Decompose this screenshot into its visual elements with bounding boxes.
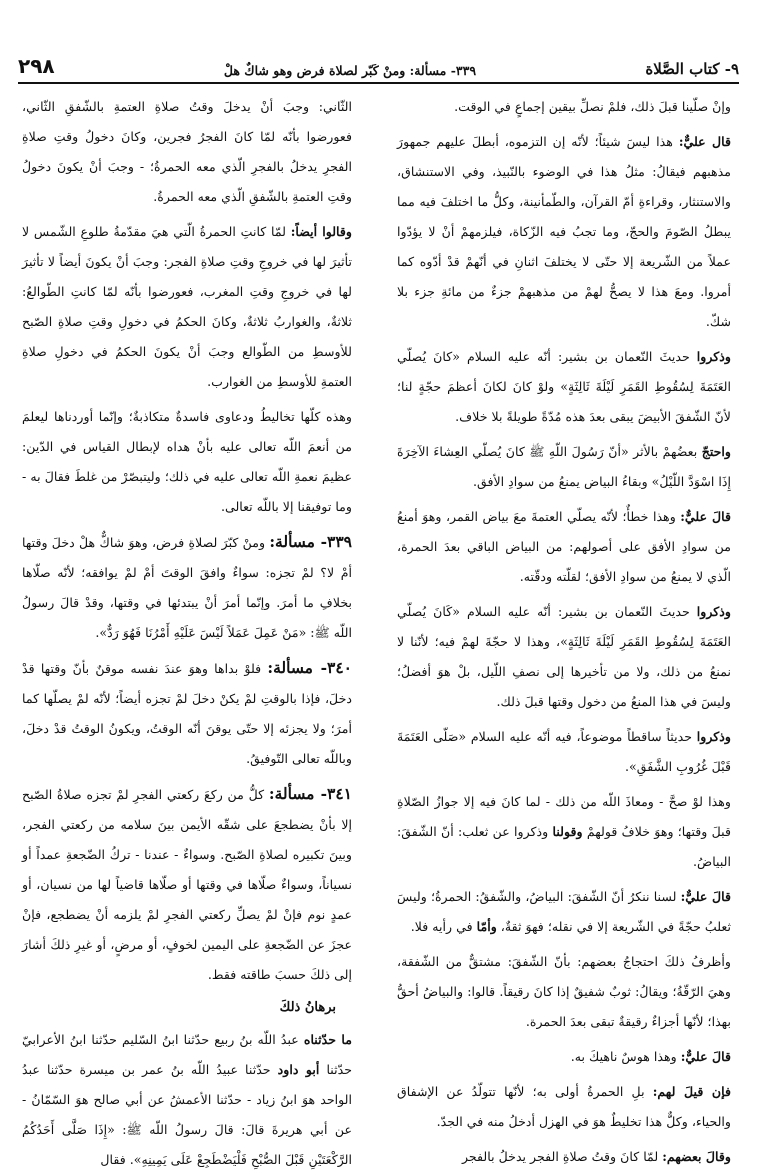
right-column [397, 92, 731, 1164]
paragraph: وذكروا حديثاً ساقطاً موضوعاً، فيه أنّه عليه السلام «صَلّى العَتَمَةَ قَبْلَ غُرُوبِ الشَّفَقِ». [397, 729, 731, 774]
page-number: ٢٩٨ [18, 54, 55, 78]
running-title: ٣٣٩- مسألة: ومنْ كَبّر لصلاة فرض وهو شاكٌ هلْ [223, 63, 477, 78]
hadith-chain: ما حدّثناه عبدُ اللّه بنُ ربيع حدّثنا ابنُ السّليم حدّثنا ابنُ الأعرابيّ حدّثنا أبو داود حدّثنا عبيدُ اللّه بنُ عمر بن ميسرة حدّثنا عبدُ الواحد هوَ ابنُ زياد - حدّثنا الأعمشُ عن أبي صالح هوَ السّمّانُ - عن أبي هريرةَ قالَ: قالَ رسولُ اللّه ﷺ: «إِذَا صَلَّى أَحَدُكُمُ الرَّكْعَتَيْنِ قَبْلَ الصُّبْحِ فَلْيَضْطَجِعْ عَلَى يَمِينِهِ». فقال [22, 1032, 353, 1167]
page-header [18, 52, 739, 78]
paragraph: قال عليٌّ: هذا ليسَ شيئاً؛ لأنّه إن التزموه، أبطلَ عليهم جمهورَ مذهبهم فيقالُ: مثلُ هذا في الوضوء بالنّبيذ، وفي الاستنشاق، والاستنثار، وقراءةِ أمّ القرآن، والطّمأنينة، وكلُّ ما اختلفَ فيه مما يبطلُ الصّومَ والحجّ، وما تجبُ فيه الزّكاة، فيلزمهمْ أنْ لا يؤدّوا عملاً من الشّريعة إلا حتّى لا يختلفَ اثنانِ في أنّهمْ قدْ أدّوه كما أمروا. ومعَ هذا لا يصحُّ لهمْ من مذهبهمْ جزءٌ من مائةِ جزء بلا شكّ. [397, 134, 731, 329]
paragraph: وقالوا أيضاً: لمّا كانتِ الحمرةُ الّتي هيَ مقدّمةُ طلوعِ الشّمس لا تأثيرَ لها في خروجِ وقتِ صلاةِ الفجر: وجبَ أنْ يكونَ أيضاً لا تأثيرَ لها في خروجِ وقتِ المغرب، فعورضوا بأنّه لمّا كانتِ الطّوالعُ: ثلاثةٌ، والغواربُ ثلاثةٌ، وكانَ الحكمُ في دخولِ وقتِ صلاةِ الصّبح للأوسطِ من الطّوالع وجبَ أنْ يكونَ الحكمُ في دخولِ صلاةِ العتمةِ للأوسطِ من الغوارب. [22, 224, 352, 389]
masala-339: ٣٣٩- مسألة: ومنْ كبّرَ لصلاةِ فرض، وهوَ شاكٌّ هلْ دخلَ وقتها أمْ لا؟ لمْ تجزه: سواءٌ وافقَ الوقتَ أمْ لمْ يوافقه؛ لأنّه صلّاها بخلافِ ما أمرَ. وإنّما أمرَ أنْ يبتدئها في وقتها، وقدْ قالَ رسولُ اللّه ﷺ: «مَنْ عَمِلَ عَمَلاً لَيْسَ عَلَيْهِ أَمْرُنَا فَهُوَ رَدٌّ». [22, 532, 352, 640]
paragraph: وإنْ صلّينا قبلَ ذلك، فلمْ نصلِّ بيقين إجماعٍ في الوقت. [454, 99, 731, 114]
header-rule [18, 82, 739, 84]
paragraph: وذكروا حديثَ النّعمان بن بشير: أنّه عليه السلام «كانَ يُصلّي العَتَمَةَ لِسُقُوطِ القَمَرِ لَيْلَةَ ثَالِثَةٍ» ولوْ كانَ لكانَ أعظمَ حجّةٍ لنا؛ لأنّ الشّفقَ الأبيضَ يبقى بعدَ هذه مُدّةً طويلةً بلا خلاف. [397, 349, 731, 424]
paragraph: قالَ عليٌّ: لسنا ننكرُ أنّ الشّفقَ: البياضُ، والشّفقُ: الحمرةُ؛ وليسَ ثعلبُ حجّةً في الشّريعة إلا في نقله؛ فهوَ ثقةٌ، وأمّا في رأيه فلا. [397, 889, 731, 934]
masala-341: ٣٤١- مسألة: كلُّ من ركعَ ركعتي الفجرِ لمْ تجزه صلاةُ الصّبح إلا بأنْ يضطجعَ على شقّه الأيمن بينَ سلامه من ركعتي الفجر، وبينَ تكبيره لصلاةِ الصّبح. وسواءٌ - عندنا - تركُ الضّجعةِ عمداً أو نسياناً، وسواءٌ صلّاها في وقتها أو صلّاها قاضياً لها من نسيان، أو عمدٍ نوم فإنْ لمْ يصلِّ ركعتي الفجرِ لمْ يلزمه أنْ يضطجع، فإنْ عجزَ عن الضّجعةِ على اليمين لخوفٍ، أو مرضٍ، أو غيرِ ذلكَ أشارَ إلى ذلكَ حسبَ طاقته فقط. [22, 784, 352, 982]
left-column [22, 92, 353, 1167]
paragraph: وهذا لوْ صحَّ - ومعاذَ اللّه من ذلك - لما كانَ فيه إلا جوازُ الصّلاةِ قبلَ وقتها؛ وهوَ خلافُ قولهمْ وقولنا وذكروا عن ثعلب: أنّ الشّفقَ: البياضُ. [397, 794, 731, 869]
paragraph: وهذه كلّها تخاليطُ ودعاوى فاسدةٌ متكاذبةٌ؛ وإنّما أوردناها ليعلمَ من أنعمَ اللّه تعالى عليه بأنْ هداه لإبطال القياس في الدّين: عظيمَ نعمةِ اللّه تعالى عليه في ذلك؛ وليتبصّرْ من غلطَ فقالَ به - وما توفيقنا إلا باللّه تعالى. [22, 409, 352, 514]
paragraph: الثّاني: وجبَ أنْ يدخلَ وقتُ صلاةِ العتمةِ بالشّفقِ الثّاني، فعورضوا بأنّه لمّا كانَ الفجرُ فجرين، وكانَ دخولُ وقتِ صلاةِ الفجرِ يدخلُ بالفجرِ الّذي معه الحمرةُ؛ - وجبَ أنْ يكونَ دخولُ وقتِ العتمةِ بالشّفقِ الّذي معه الحمرةُ. [22, 99, 352, 204]
paragraph: وذكروا حديثَ النّعمان بن بشير: أنّه عليه السلام «كَانَ يُصلّي العَتَمَةَ لِسُقُوطِ القَمَرِ لَيْلَةَ ثَالِثَةٍ»، وهذا لا حجّةَ لهمْ فيه؛ لأنّنا لا نمنعُ من ذلك، ولا من تأخيرها إلى نصفِ اللّيل، بلْ هوَ أفضلُ؛ وليسَ في هذا المنعُ من دخول وقتها قبلَ ذلك. [397, 604, 731, 709]
paragraph: وأظرفُ ذلكَ احتجاجُ بعضهم: بأنّ الشّفقَ: مشتقٌّ من الشّفقة، وهيَ الرّقّةُ؛ ويقالُ: ثوبٌ شفيقٌ إذا كانَ رقيقاً. قالوا: والبياضُ أحقُّ بهذا؛ لأنّها أجزاءٌ رقيقةٌ تبقى بعدَ الحمرة. [397, 954, 731, 1029]
paragraph: قالَ عليٌّ: وهذا هوسٌ ناهيكَ به. [570, 1049, 731, 1064]
burhan-heading: برهانُ ذلكَ [279, 1000, 336, 1015]
masala-340: ٣٤٠- مسألة: فلوْ بداها وهوَ عندَ نفسه موقنٌ بأنّ وقتها قدْ دخلَ، فإذا بالوقتِ لمْ يكنْ دخلَ لمْ تجزه أيضاً؛ لأنّه لمْ يصلّها كما أمرَ؛ ولا يجزئه إلا حتّى يوقنَ أنّه الوقتُ، ويكونُ الوقتُ قدْ دخلَ، وباللّه تعالى التّوفيقُ. [22, 658, 352, 766]
paragraph: وقالَ بعضهم: لمّا كانَ وقتُ صلاةِ الفجر يدخلُ بالفجر [461, 1149, 731, 1164]
paragraph: قالَ عليٌّ: وهذا خطأٌ؛ لأنّه يصلّي العتمةَ معَ بياض القمر، وهوَ أمنعُ من سوادِ الأفق على أصولهم: من البياض الباقي بعدَ الحمرة، الّذي لا يمنعُ من سوادِ الأفق؛ لقلّته ودقّته. [397, 509, 731, 584]
paragraph: فإن قيلَ لهم: بلِ الحمرةُ أولى به؛ لأنّها تتولّدُ عن الإشفاق والحياء، وكلٌّ هذا تخليطٌ هوَ في الهزل أدخلُ منه في الجدّ. [397, 1084, 731, 1129]
paragraph: واحتجّ بعضُهمْ بالأثر «أنّ رَسُولَ اللّهِ ﷺ كانَ يُصلّي العِشاءَ الآخِرَةَ إِذَا اسْوَدَّ اللّيْلُ» وبقاءُ البياض يمنعُ من سوادِ الأفق. [397, 444, 731, 489]
chapter-title: ٩- كتاب الصَّلاة [645, 60, 739, 78]
